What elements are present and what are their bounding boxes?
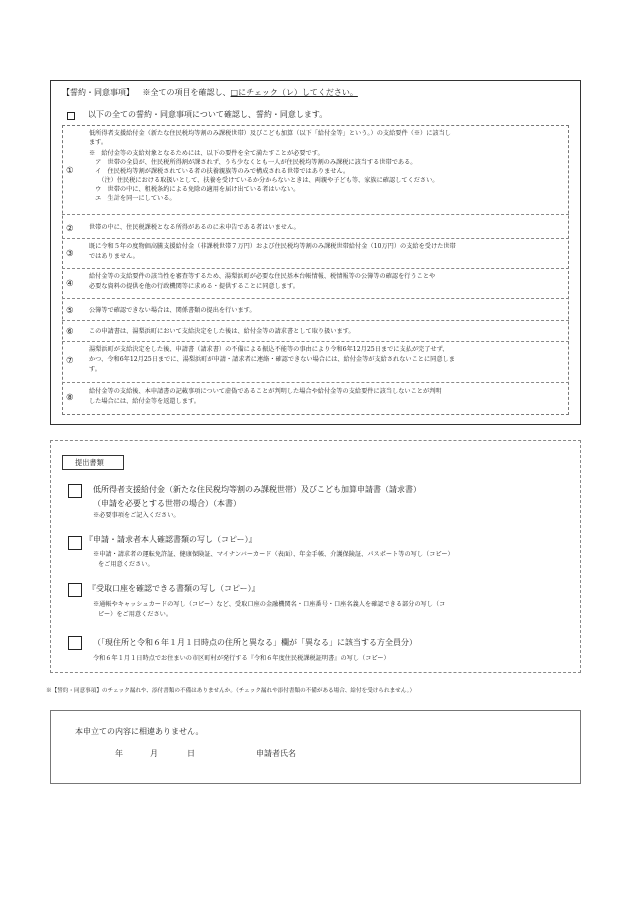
pledge-item-text: 給付金等の支給要件の該当性を審査等するため、湯梨浜町が必要な住民基本台帳情報、税情報等の公簿等の確認を行うことや (89, 273, 436, 280)
pledge-item-text: 公簿等で確認できない場合は、関係書類の提出を行います。 (89, 307, 256, 314)
pledge-item-text: 必要な資料の提供を他の行政機関等に求める・提供することに同意します。 (89, 283, 299, 290)
doc-note: 令和６年１月１日時点でお住まいの市区町村が発行する『令和６年度住民税課税証明書』の写し（コピー） (93, 655, 390, 662)
pledge-item-text: 世帯の中に、住民税課税となる所得があるのに未申告である者はいません。 (89, 224, 300, 231)
divider (62, 238, 569, 239)
footnote: ※【誓約・同意事項】のチェック漏れや、添付書類の不備はありませんか。（チェック漏れや添付書類の不備がある場合、給付を受けられません。） (46, 688, 416, 694)
date-day-label: 日 (187, 749, 195, 758)
date-month-label: 月 (150, 749, 158, 758)
item-number: ⑦ (66, 356, 74, 366)
date-year-label: 年 (115, 749, 123, 758)
documents-header (62, 455, 124, 470)
divider (62, 341, 569, 342)
doc-note: をご用意ください。 (98, 561, 154, 568)
pledge-header (62, 88, 358, 98)
applicant-name-label: 申請者氏名 (256, 749, 296, 758)
pledge-header-note-underlined: □にチェック（レ）してください。 (230, 88, 358, 97)
doc-title: 『申請・請求者本人確認書類の写し（コピー）』 (85, 535, 257, 544)
doc-checkbox-application[interactable] (68, 484, 82, 498)
item-number: ③ (66, 249, 74, 259)
pledge-item-text: 給付金等の支給後、本申請書の記載事項について虚偽であることが判明した場合や給付金等の支給要件に該当しないことが判明 (89, 388, 442, 395)
doc-title-sub: （申請を必要とする世帯の場合）（本書） (93, 499, 241, 508)
doc-title: 低所得者支援給付金（新たな住民税均等割のみ課税世帯）及びこども加算申請書（請求書） (93, 485, 421, 494)
pledge-item-subtext: ウ 世帯の中に、租税条約による免除の適用を届け出ている者はいない。 (89, 186, 300, 193)
item-number: ⑥ (66, 327, 74, 337)
doc-checkbox-id[interactable] (68, 536, 82, 550)
agree-all-checkbox[interactable] (67, 112, 75, 120)
pledge-item-subtext: ア 世帯の全員が、住民税所得割が課されず、うち少なくとも一人が住民税均等割のみ課税に該当する世帯である。 (89, 159, 417, 166)
divider (62, 214, 569, 215)
doc-title: 『受取口座を確認できる書類の写し（コピー）』 (88, 584, 260, 593)
divider (62, 268, 569, 269)
item-number: ② (66, 224, 74, 234)
item-number: ⑤ (66, 306, 74, 316)
documents-header-label: 提出書類 (75, 458, 104, 467)
declaration-statement: 本申立ての内容に相違ありません。 (75, 727, 204, 736)
pledge-item-text: す。 (89, 366, 101, 373)
doc-note: ※通帳やキャッシュカードの写し（コピー）など、受取口座の金融機関名・口座番号・口座名義人を確認できる部分の写し（コ (93, 601, 446, 608)
doc-note: ※申請・請求者の運転免許証、健康保険証、マイナンバーカード（表面）、年金手帳、介護保険証、パスポート等の写し（コピー） (93, 551, 454, 558)
pledge-item-subtext: エ 生計を同一にしている。 (89, 195, 176, 202)
pledge-item-text: 湯梨浜町が支給決定をした後、申請書（請求書）の不備による振込不能等の事由により令和6年12月25日までに支払が完了せず、 (89, 346, 449, 353)
doc-note: ※必要事項をご記入ください。 (93, 512, 180, 519)
agree-all-label: 以下の全ての誓約・同意事項について確認し、誓約・同意します。 (88, 110, 328, 119)
pledge-item-text: この申請書は、湯梨浜町において支給決定をした後は、給付金等の請求書として取り扱います。 (89, 328, 355, 335)
doc-checkbox-tax-certificate[interactable] (68, 636, 82, 650)
doc-checkbox-bank-account[interactable] (68, 583, 82, 597)
pledge-item-text: かつ、令和6年12月25日までに、湯梨浜町が申請・請求者に連絡・確認できない場合には、給付金等が支給されないことに同意しま (89, 356, 455, 363)
item-number: ⑧ (66, 393, 74, 403)
declaration-box (50, 710, 581, 784)
pledge-item-subtext: ※ 給付金等の支給対象となるためには、以下の要件を全て満たすことが必要です。 (89, 150, 324, 157)
doc-note: ピー）をご用意ください。 (98, 611, 173, 618)
divider (62, 320, 569, 321)
doc-title: （「現住所と令和６年１月１日時点の住所と異なる」欄が「異なる」に該当する方全員分） (93, 638, 417, 647)
item-number: ④ (66, 279, 74, 289)
pledge-item-text: 低所得者支援給付金（新たな住民税均等割のみ課税世帯）及びこども加算（以下「給付金等」という。）の支給要件（※）に該当し (89, 130, 451, 137)
divider (62, 298, 569, 299)
pledge-item-text: した場合には、給付金等を返還します。 (89, 398, 200, 405)
pledge-item-subtext: イ 住民税均等割が課税されている者の扶養親族等のみで構成される世帯ではありません。 (89, 168, 350, 175)
pledge-item-text: ではありません。 (89, 253, 139, 260)
item-number: ① (66, 166, 74, 176)
pledge-item-text: 既に令和５年の度物価高騰支援給付金（非課税世帯７万円）および住民税均等割のみ課税世帯給付金（10万円）の支給を受けた世帯 (89, 243, 456, 250)
pledge-header-note: ※全ての項目を確認し、 (142, 88, 231, 97)
pledge-header-label: 【誓約・同意事項】 (62, 88, 134, 97)
pledge-item-subtext: （注）住民税における取扱いとして、扶養を受けているか分からないときは、両親や子ども等、家族に確認してください。 (89, 177, 439, 184)
divider (62, 382, 569, 383)
pledge-item-text: ます。 (89, 139, 108, 146)
